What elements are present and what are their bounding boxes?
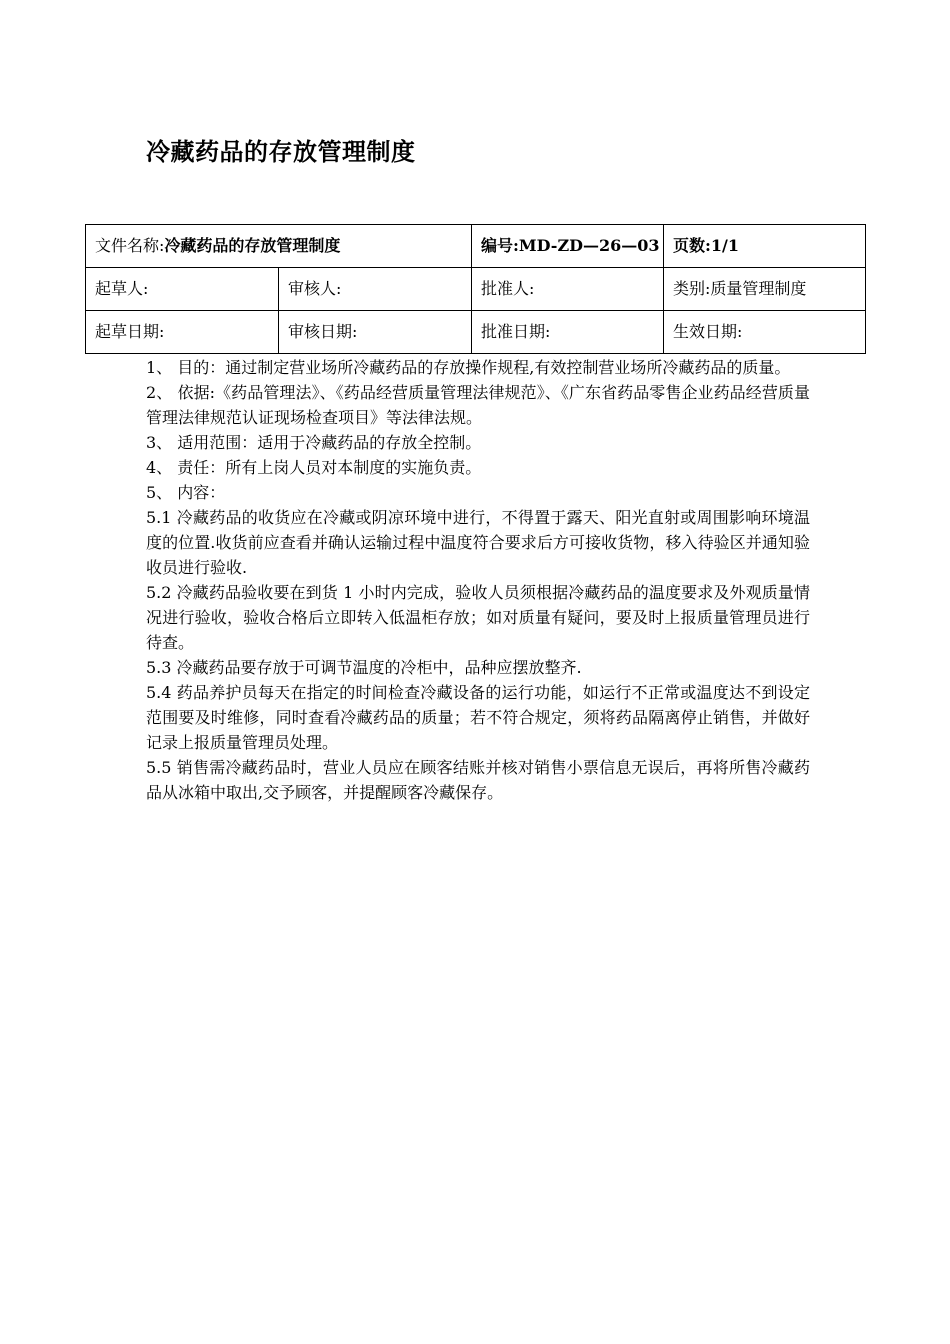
document-code: 编号:MD-ZD—26—03 xyxy=(472,225,664,268)
table-row xyxy=(86,311,866,354)
paragraph-scope: 3、 适用范围：适用于冷藏药品的存放全控制。 xyxy=(146,433,482,452)
document-info-table xyxy=(85,224,866,354)
paragraph-5-3: 5.3 冷藏药品要存放于可调节温度的冷柜中，品种应摆放整齐. xyxy=(146,658,582,677)
paragraph-5-1: 5.1 冷藏药品的收货应在冷藏或阴凉环境中进行，不得置于露天、阳光直射或周围影响环境温度的位置.收货前应查看并确认运输过程中温度符合要求后方可接收货物，移入待验区并通知验收员进行验收. xyxy=(146,508,810,577)
paragraph-content-heading: 5、 内容： xyxy=(146,483,226,502)
paragraph-basis: 2、 依据:《药品管理法》、《药品经营质量管理法律规范》、《广东省药品零售企业药品经营质量管理法律规范认证现场检查项目》等法律法规。 xyxy=(146,383,810,427)
category-cell: 类别:质量管理制度 xyxy=(664,268,866,311)
reviewer-cell: 审核人: xyxy=(279,268,472,311)
table-row xyxy=(86,268,866,311)
paragraph-responsibility: 4、 责任：所有上岗人员对本制度的实施负责。 xyxy=(146,458,482,477)
approve-date-cell: 批准日期: xyxy=(472,311,664,354)
drafter-cell: 起草人: xyxy=(86,268,279,311)
paragraph-5-5: 5.5 销售需冷藏药品时，营业人员应在顾客结账并核对销售小票信息无误后，再将所售冷藏药品从冰箱中取出,交予顾客，并提醒顾客冷藏保存。 xyxy=(146,758,810,802)
table-row xyxy=(86,225,866,268)
paragraph-purpose: 1、 目的：通过制定营业场所冷藏药品的存放操作规程,有效控制营业场所冷藏药品的质量。 xyxy=(146,358,791,377)
document-title: 冷藏药品的存放管理制度 xyxy=(146,138,416,166)
document-body xyxy=(146,355,810,805)
paragraph-5-2: 5.2 冷藏药品验收要在到货 1 小时内完成，验收人员须根据冷藏药品的温度要求及外观质量情况进行验收，验收合格后立即转入低温柜存放；如对质量有疑问，要及时上报质量管理员进行待查。 xyxy=(146,583,810,652)
file-name-cell xyxy=(86,225,472,268)
draft-date-cell: 起草日期: xyxy=(86,311,279,354)
effective-date-cell: 生效日期: xyxy=(664,311,866,354)
approver-cell: 批准人: xyxy=(472,268,664,311)
file-name-value: 冷藏药品的存放管理制度 xyxy=(164,236,341,255)
file-name-label: 文件名称: xyxy=(95,236,165,255)
paragraph-5-4: 5.4 药品养护员每天在指定的时间检查冷藏设备的运行功能，如运行不正常或温度达不到设定范围要及时维修，同时查看冷藏药品的质量；若不符合规定，须将药品隔离停止销售，并做好记录上报质量管理员处理。 xyxy=(146,683,810,752)
page-count: 页数:1/1 xyxy=(664,225,866,268)
review-date-cell: 审核日期: xyxy=(279,311,472,354)
